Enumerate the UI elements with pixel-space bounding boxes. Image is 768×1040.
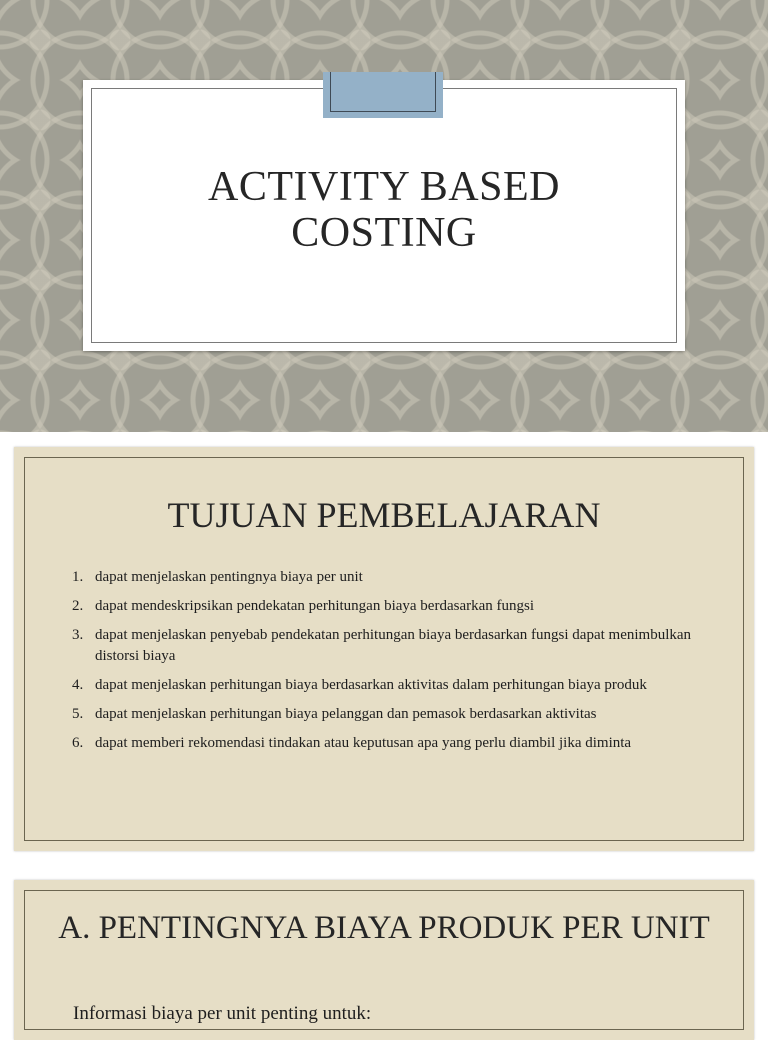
list-item: [72, 596, 692, 617]
importance-title: A. PENTINGNYA BIAYA PRODUK PER UNIT: [58, 910, 710, 946]
item-text: dapat mendeskripsikan pendekatan perhitungan biaya berdasarkan fungsi: [95, 598, 535, 614]
objectives-list: [72, 567, 692, 762]
list-item: [72, 704, 692, 725]
item-number: 1.: [72, 569, 84, 585]
intro-text: Informasi biaya per unit penting untuk:: [73, 1003, 372, 1024]
item-number: 2.: [72, 598, 84, 614]
title-line-1: ACTIVITY BASED: [208, 164, 560, 210]
title-tab-decoration: [323, 72, 443, 118]
item-number: 6.: [72, 735, 84, 751]
item-text: dapat menjelaskan penyebab pendekatan perhitungan biaya berdasarkan fungsi dapat menimbulkan distorsi biaya: [95, 627, 692, 664]
item-number: 5.: [72, 706, 84, 722]
title-slide: [0, 0, 768, 432]
item-text: dapat memberi rekomendasi tindakan atau keputusan apa yang perlu diambil jika diminta: [95, 735, 632, 751]
item-number: 3.: [72, 627, 84, 643]
list-item: [72, 733, 692, 754]
item-number: 4.: [72, 677, 84, 693]
item-text: dapat menjelaskan perhitungan biaya berdasarkan aktivitas dalam perhitungan biaya produk: [95, 677, 647, 693]
objectives-slide: [14, 447, 754, 851]
item-text: dapat menjelaskan pentingnya biaya per unit: [95, 569, 363, 585]
objectives-title: TUJUAN PEMBELAJARAN: [167, 495, 601, 535]
title-line-2: COSTING: [291, 210, 477, 256]
list-item: [72, 567, 692, 588]
list-item: [72, 625, 692, 667]
presentation-title: [83, 164, 685, 256]
importance-slide: [14, 880, 754, 1040]
item-text: dapat menjelaskan perhitungan biaya pelanggan dan pemasok berdasarkan aktivitas: [95, 706, 597, 722]
title-card: [83, 80, 685, 351]
list-item: [72, 675, 692, 696]
